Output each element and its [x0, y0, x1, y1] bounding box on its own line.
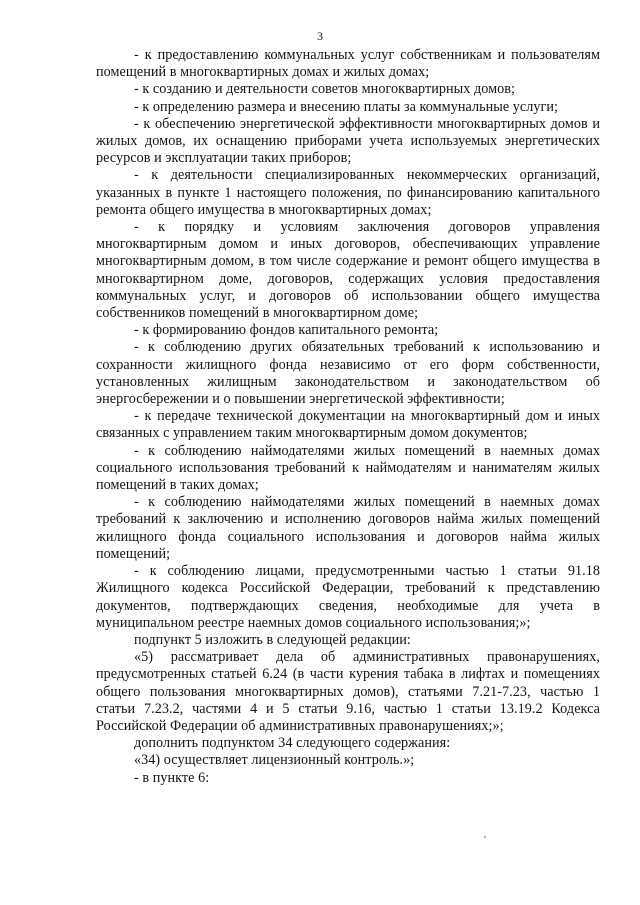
paragraph-subpoint-5-text: «5) рассматривает дела об административных правонарушениях, предусмотренных статьей 6.24 (в части курения табака в лифтах и помещениях общего пользования многоквартирных домов), статьями 7.21-7.23, частью 1 статьи 7.23.2, частями 4 и 5 статьи 9.16, частью 1 статьи 13.19.2 Кодекса Российской Федерации об административных правонарушениях;»; — [96, 649, 600, 734]
paragraph-utility-payments: - к определению размера и внесению платы за коммунальные услуги; — [134, 98, 559, 115]
paragraph-management-contracts: - к порядку и условиям заключения договоров управления многоквартирным домом и иных договоров, обеспечивающих управление многоквартирным домом, в том числе содержание и ремонт общего имущества в многоквартирном доме, договоров, содержащих условия предоставления коммунальных услуг, и договоров об использовании общего имущества собственников помещений в многоквартирном доме; — [96, 219, 600, 322]
paragraph-utilities-provision: - к предоставлению коммунальных услуг собственникам и пользователям помещений в многоквартирных домах и жилых домах; — [96, 47, 600, 81]
paragraph-energy-efficiency: - к обеспечению энергетической эффективности многоквартирных домов и жилых домов, их оснащению приборами учета используемых энергетических ресурсов и эксплуатации таких приборов; — [96, 115, 600, 167]
paragraph-house-councils: - к созданию и деятельности советов многоквартирных домов; — [134, 81, 515, 98]
scan-speck — [484, 836, 486, 838]
paragraph-lease-contracts: - к соблюдению наймодателями жилых помещений в наемных домах требований к заключению и исполнению договоров найма жилых помещений жилищного фонда социального использования и договоров найма жилых помещений; — [96, 494, 600, 562]
paragraph-article-91-18: - к соблюдению лицами, предусмотренными частью 1 статьи 91.18 Жилищного кодекса Российской Федерации, требований к представлению документов, подтверждающих сведения, необходимые для учета в муниципальном реестре наемных домов социального использования;»; — [96, 563, 600, 631]
paragraph-landlord-requirements: - к соблюдению наймодателями жилых помещений в наемных домах социального использования требований к наймодателям и нанимателям жилых помещений в таких домах; — [96, 442, 600, 494]
paragraph-subpoint-34-intro: дополнить подпунктом 34 следующего содержания: — [134, 735, 451, 752]
page-number: 3 — [317, 29, 323, 43]
paragraph-repair-funds: - к формированию фондов капитального ремонта; — [134, 322, 439, 339]
paragraph-technical-documentation: - к передаче технической документации на многоквартирный дом и иных связанных с управлением таким многоквартирным домом документов; — [96, 408, 600, 442]
paragraph-housing-stock-requirements: - к соблюдению других обязательных требований к использованию и сохранности жилищного фонда независимо от его форм собственности, установленных жилищным законодательством и законодательством об энергосбережении и о повышении энергетической эффективности; — [96, 339, 600, 408]
paragraph-subpoint-5-intro: подпункт 5 изложить в следующей редакции: — [134, 631, 411, 648]
paragraph-nonprofit-organizations: - к деятельности специализированных некоммерческих организаций, указанных в пункте 1 настоящего положения, по финансированию капитального ремонта общего имущества в многоквартирных домах; — [96, 167, 600, 218]
document-body — [96, 47, 600, 787]
paragraph-point-6: - в пункте 6: — [134, 769, 210, 786]
paragraph-subpoint-34-text: «34) осуществляет лицензионный контроль.»; — [134, 752, 415, 769]
